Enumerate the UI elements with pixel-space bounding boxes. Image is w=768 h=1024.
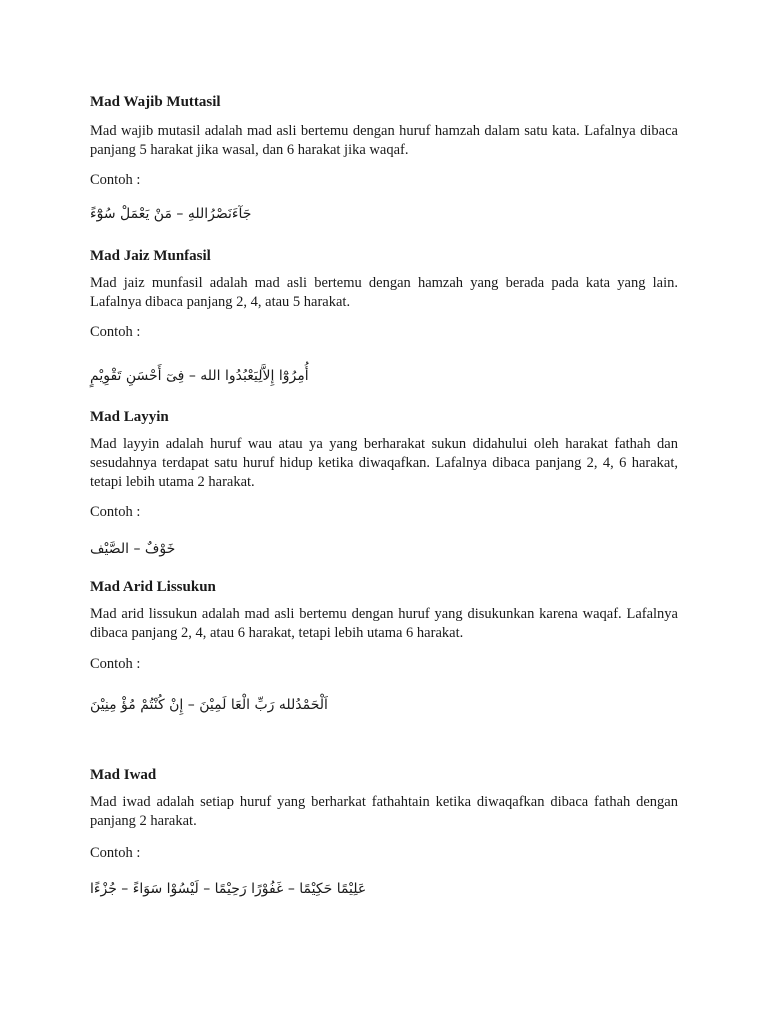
section-paragraph: Mad iwad adalah setiap huruf yang berharkat fathahtain ketika diwaqafkan dibaca fathah dengan panjang 2 harakat. [90,794,678,829]
section-paragraph: Mad jaiz munfasil adalah mad asli bertemu dengan hamzah yang berada pada kata yang lain. Lafalnya dibaca panjang 2, 4, atau 5 harakat. [90,275,678,310]
section-mad-wajib-muttasil [90,93,678,112]
section-body [90,605,678,643]
contoh-row [90,844,678,863]
section-title: Mad Arid Lissukun [90,579,216,595]
section-paragraph: Mad arid lissukun adalah mad asli bertemu dengan huruf yang disukunkan karena waqaf. Lafalnya dibaca panjang 2, 4, atau 6 harakat, tetapi lebih utama 6 harakat. [90,606,678,641]
section-title: Mad Layyin [90,409,169,425]
section-mad-jaiz-munfasil [90,247,678,266]
section-body [90,122,678,160]
section-title: Mad Iwad [90,767,157,783]
section-mad-layyin [90,408,678,427]
contoh-row [90,655,678,674]
section-body [90,435,678,492]
arabic-row [90,536,678,562]
section-mad-arid-lissukun [90,578,678,597]
arabic-example: جَآءَنَصْرُاللهِ – مَنْ يَعْمَلْ سُوْٓءً [90,206,252,222]
section-body [90,793,678,831]
contoh-row [90,503,678,522]
contoh-row [90,171,678,190]
contoh-label: Contoh : [90,172,141,188]
arabic-example: أُمِرُوْٓا إِلاَّلِيَعْبُدُوا الله – فِىٓ أَحْسَنِ تَقْوِيْمٍ [90,368,309,384]
section-body [90,274,678,312]
contoh-label: Contoh : [90,845,141,861]
arabic-row [90,876,678,902]
contoh-row [90,323,678,342]
arabic-row [90,692,678,718]
arabic-row [90,363,678,389]
section-mad-iwad [90,766,678,785]
contoh-label: Contoh : [90,656,141,672]
contoh-label: Contoh : [90,324,141,340]
contoh-label: Contoh : [90,504,141,520]
section-paragraph: Mad layyin adalah huruf wau atau ya yang berharakat sukun didahului oleh harakat fathah dan sesudahnya terdapat satu huruf hidup ketika diwaqafkan. Lafalnya dibaca panjang 2, 4, 6 harakat, tetapi lebih utama 2 harakat. [90,436,678,490]
arabic-example: خَوْفٌ – الصَّيْف [90,541,176,557]
section-paragraph: Mad wajib mutasil adalah mad asli bertemu dengan huruf hamzah dalam satu kata. Lafalnya dibaca panjang 5 harakat jika wasal, dan 6 harakat jika waqaf. [90,123,678,158]
arabic-example: عَلِيْمًا حَكِيْمًا – غَفُوْرًا رَحِيْمًا – لَيْسُوْا سَوَاءً – جُزْءًا [90,881,367,897]
arabic-example: اَلْحَمْدُلله رَبِّ الْعَا لَمِيْنَ – إِنْ كُنْتُمْ مُؤْ مِنِيْنَ [90,697,328,713]
section-title: Mad Wajib Muttasil [90,94,221,110]
section-title: Mad Jaiz Munfasil [90,248,211,264]
arabic-row [90,201,678,227]
